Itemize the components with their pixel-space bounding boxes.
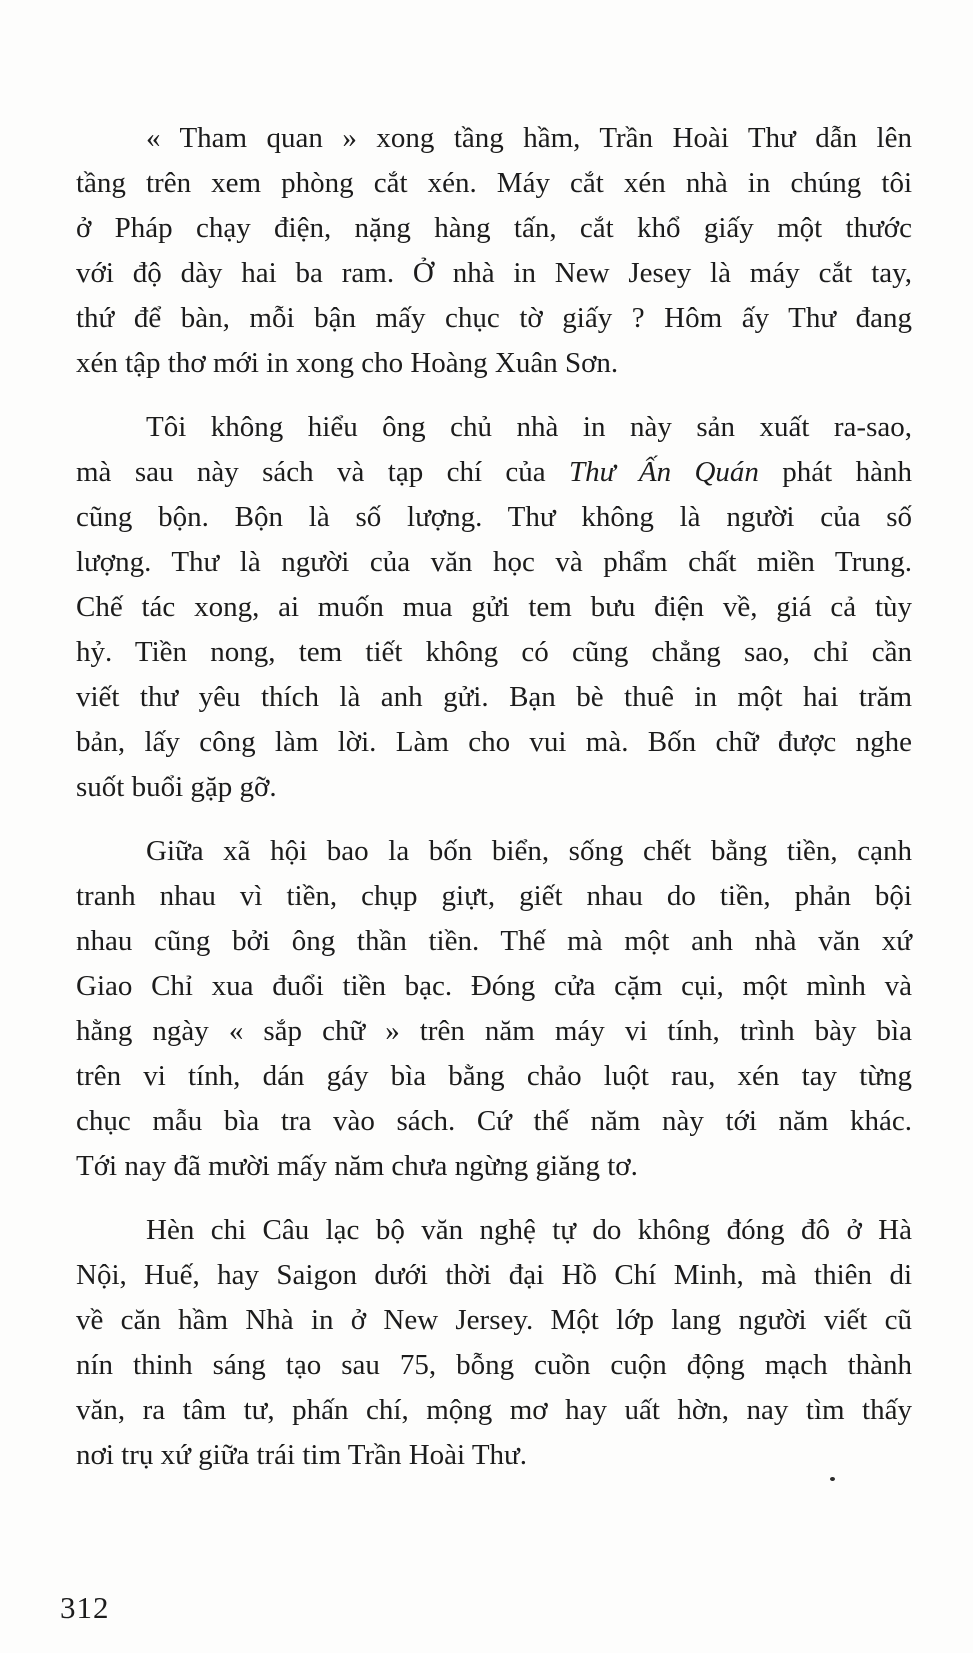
text-line [76,919,912,964]
text-line [76,1253,912,1298]
text-run: Chế tác xong, ai muốn mua gửi tem bưu điện về, giá cả tùy [76,591,912,623]
text-line [76,1009,912,1054]
text-run: Tôi không hiểu ông chủ nhà in này sản xuất ra-sao, [146,411,912,443]
text-run: suốt buổi gặp gỡ. [76,771,277,803]
text-line [76,405,912,450]
text-run: « Tham quan » xong tầng hầm, Trần Hoài Thư dẫn lên [146,122,912,154]
page-text [76,116,912,1497]
text-line [76,1298,912,1343]
text-run: Giữa xã hội bao la bốn biển, sống chết bằng tiền, cạnh [146,835,912,867]
text-run: chục mẫu bìa tra vào sách. Cứ thế năm này tới năm khác. [76,1105,912,1137]
text-run: phát hành [758,456,912,488]
text-run: Hèn chi Câu lạc bộ văn nghệ tự do không đóng đô ở Hà [146,1214,912,1246]
text-run: Giao Chỉ xua đuổi tiền bạc. Đóng cửa cặm cụi, một mình và [76,970,912,1002]
text-line [76,1433,912,1478]
text-run: trên vi tính, dán gáy bìa bằng chảo luột rau, xén tay từng [76,1060,912,1092]
paragraph-1 [76,116,912,386]
paragraph-4 [76,1208,912,1478]
text-run: bản, lấy công làm lời. Làm cho vui mà. Bốn chữ được nghe [76,726,912,758]
text-line [76,1144,912,1189]
text-line [76,1343,912,1388]
page-number: 312 [60,1590,110,1625]
text-run: viết thư yêu thích là anh gửi. Bạn bè thuê in một hai trăm [76,681,912,713]
scan-speck [830,1477,835,1481]
text-run: nhau cũng bởi ông thần tiền. Thế mà một anh nhà văn xứ [76,925,912,957]
text-line [76,206,912,251]
text-line [76,720,912,765]
text-run: Tới nay đã mười mấy năm chưa ngừng giăng tơ. [76,1150,638,1182]
text-run: với độ dày hai ba ram. Ở nhà in New Jesey là máy cắt tay, [76,257,912,289]
text-run: nín thinh sáng tạo sau 75, bỗng cuồn cuộn động mạch thành [76,1349,912,1381]
text-line [76,1054,912,1099]
text-line [76,964,912,1009]
text-line [76,630,912,675]
text-run: cũng bộn. Bộn là số lượng. Thư không là người của số [76,501,912,533]
text-run: tầng trên xem phòng cắt xén. Máy cắt xén nhà in chúng tôi [76,167,912,199]
paragraph-3 [76,829,912,1189]
text-line [76,675,912,720]
text-line [76,341,912,386]
italic-text-run: Thư Ấn Quán [569,456,759,488]
text-line [76,829,912,874]
text-line [76,540,912,585]
text-run: ở Pháp chạy điện, nặng hàng tấn, cắt khổ giấy một thước [76,212,912,244]
text-run: hằng ngày « sắp chữ » trên năm máy vi tính, trình bày bìa [76,1015,912,1047]
text-run: hỷ. Tiền nong, tem tiết không có cũng chẳng sao, chỉ cần [76,636,912,668]
paragraph-2 [76,405,912,810]
text-run: Nội, Huế, hay Saigon dưới thời đại Hồ Chí Minh, mà thiên di [76,1259,912,1291]
text-line [76,1099,912,1144]
text-line [76,495,912,540]
text-line [76,161,912,206]
text-line [76,765,912,810]
text-run: văn, ra tâm tư, phấn chí, mộng mơ hay uất hờn, nay tìm thấy [76,1394,912,1426]
text-line [76,585,912,630]
text-line [76,1208,912,1253]
text-run: xén tập thơ mới in xong cho Hoàng Xuân Sơn. [76,347,619,379]
text-run: nơi trụ xứ giữa trái tim Trần Hoài Thư. [76,1439,528,1471]
text-run: thứ để bàn, mỗi bận mấy chục tờ giấy ? Hôm ấy Thư đang [76,302,912,334]
text-run: về căn hầm Nhà in ở New Jersey. Một lớp lang người viết cũ [76,1304,912,1336]
text-line [76,116,912,161]
text-line [76,450,912,495]
text-run: mà sau này sách và tạp chí của [76,456,570,488]
text-run: lượng. Thư là người của văn học và phẩm chất miền Trung. [76,546,912,578]
text-run: tranh nhau vì tiền, chụp giựt, giết nhau do tiền, phản bội [76,880,912,912]
text-line [76,874,912,919]
text-line [76,296,912,341]
text-line [76,1388,912,1433]
text-line [76,251,912,296]
